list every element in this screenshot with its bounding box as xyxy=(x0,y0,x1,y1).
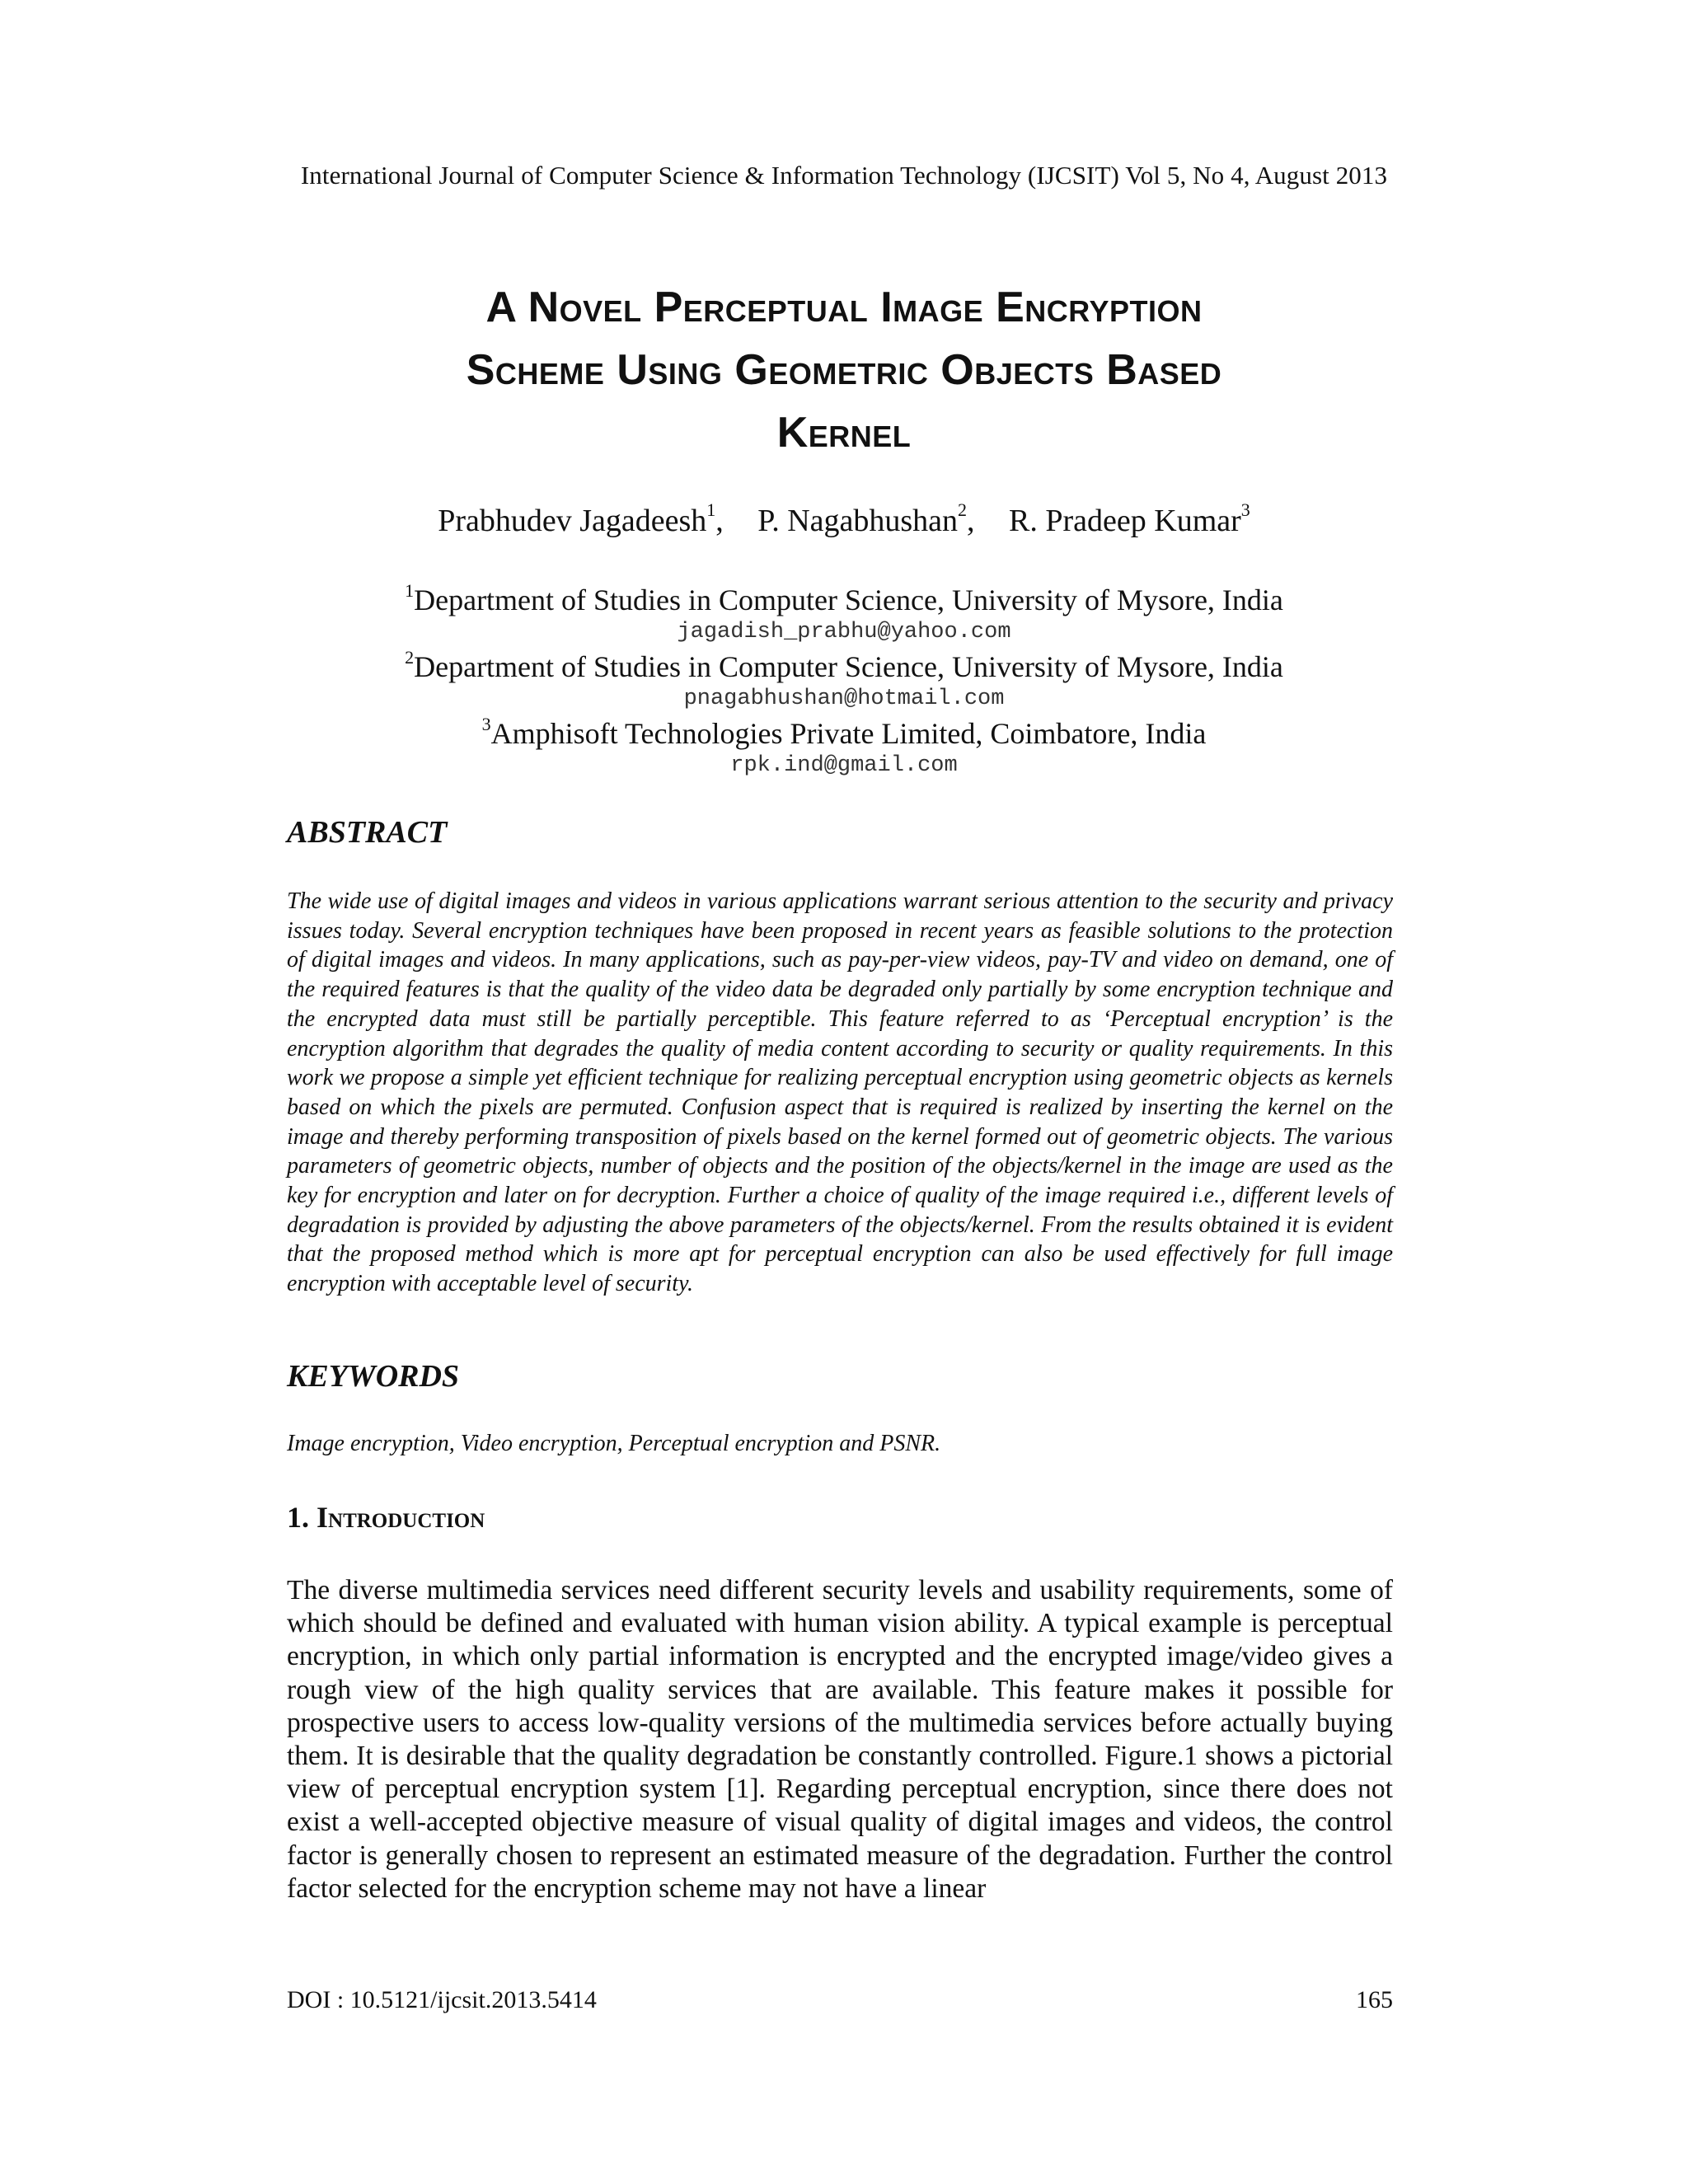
author-1: Prabhudev Jagadeesh$^1$, xyxy=(438,499,724,538)
abstract-text: The wide use of digital images and videos in various applications warrant serious attention to the security and privacy issues today. Several encryption techniques have been proposed in recent years as feasible solutions to the protection of digital images and videos. In many applications, such as pay-per-view videos, pay-TV and video on demand, one of the required features is that the quality of the video data be degraded only partially by some encryption technique and the encrypted data must still be partially perceptible. This feature referred to as ‘Perceptual encryption’ is the encryption algorithm that degrades the quality of media content according to security or quality requirements. In this work we propose a simple yet efficient technique for realizing perceptual encryption using geometric objects as kernels based on which the pixels are permuted. Confusion aspect that is required is realized by inserting the kernel on the image and thereby performing transposition of pixels based on the kernel formed out of geometric objects. The various parameters of geometric objects, number of objects and the position of the objects/kernel in the image are used as the key for encryption and later on for decryption. Further a choice of quality of the image required i.e., different levels of degradation is provided by adjusting the above parameters of the objects/kernel. From the results obtained it is evident that the proposed method which is more apt for perceptual encryption can also be used effectively for full image encryption with acceptable level of security. xyxy=(287,888,1393,1297)
keywords-text: Image encryption, Video encryption, Perceptual encryption and PSNR. xyxy=(287,1431,941,1456)
affiliation-1: $^1$Department of Studies in Computer Science, University of Mysore, India xyxy=(405,580,1283,616)
affiliations xyxy=(0,582,1688,782)
author-3: R. Pradeep Kumar$^3$ xyxy=(1009,499,1250,538)
title-line-1: A Novel Perceptual Image Encryption xyxy=(485,284,1203,331)
author-2: P. Nagabhushan$^2$, xyxy=(757,499,975,538)
introduction-heading: 1. Introduction xyxy=(287,1501,485,1534)
doi-footer: DOI : 10.5121/ijcsit.2013.5414 xyxy=(287,1986,597,2013)
title-line-3: Kernel xyxy=(776,409,912,457)
affiliation-3: $^3$Amphisoft Technologies Private Limited, Coimbatore, India xyxy=(481,714,1207,750)
affiliation-2: $^2$Department of Studies in Computer Science, University of Mysore, India xyxy=(405,647,1283,683)
author-list xyxy=(0,499,1688,539)
author-email-1[interactable]: jagadish_prabhu@yahoo.com xyxy=(677,620,1011,644)
title-line-2: Scheme Using Geometric Objects Based xyxy=(466,346,1222,394)
running-header: International Journal of Computer Science & Information Technology (IJCSIT) Vol 5, No 4, August 2013 xyxy=(300,161,1388,190)
introduction-text: The diverse multimedia services need different security levels and usability requirements, some of which should be defined and evaluated with human vision ability. A typical example is perceptual encryption, in which only partial information is encrypted and the encrypted image/video gives a rough view of the high quality services that are available. This feature makes it possible for prospective users to access low-quality versions of the multimedia services before actually buying them. It is desirable that the quality degradation be constantly controlled. Figure.1 shows a pictorial view of perceptual encryption system [1]. Regarding perceptual encryption, since there does not exist a well-accepted objective measure of visual quality of digital images and videos, the control factor is generally chosen to represent an estimated measure of the degradation. Further the control factor selected for the encryption scheme may not have a linear xyxy=(287,1575,1393,1904)
abstract-heading: ABSTRACT xyxy=(287,815,448,850)
page-number: 165 xyxy=(1356,1986,1393,2013)
author-email-2[interactable]: pnagabhushan@hotmail.com xyxy=(683,687,1005,711)
keywords-heading: KEYWORDS xyxy=(287,1359,460,1394)
paper-title xyxy=(247,276,1441,464)
author-email-3[interactable]: rpk.ind@gmail.com xyxy=(730,753,958,778)
